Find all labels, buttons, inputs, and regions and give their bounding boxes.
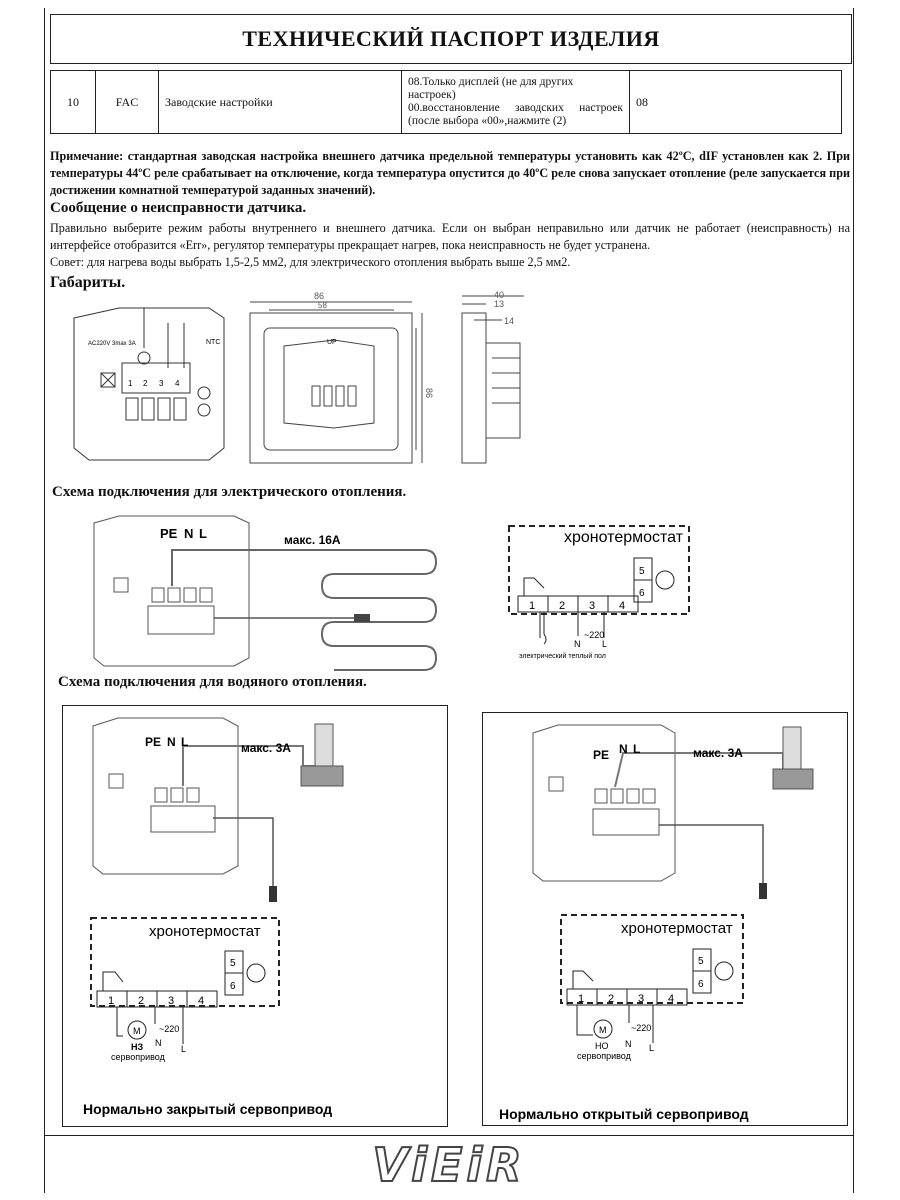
chrono-title-electric: хронотермостат <box>564 529 684 546</box>
no-term-4: 4 <box>668 993 675 1005</box>
dimensions-drawing <box>44 288 854 478</box>
row-name: Заводские настройки <box>159 71 402 134</box>
back-view <box>74 308 224 460</box>
document-page <box>44 8 854 1193</box>
no-sensor-probe <box>759 883 767 899</box>
nc-motor-label: M <box>133 1026 141 1036</box>
terminal-4-label: 4 <box>175 379 180 388</box>
nc-type-label: НЗ <box>131 1042 144 1052</box>
no-caption: Нормально открытый сервопривод <box>499 1106 749 1122</box>
no-side-5: 5 <box>698 956 704 967</box>
brand-footer <box>44 1135 854 1194</box>
no-max-label: макс. 3A <box>693 746 743 760</box>
nc-sensor-probe <box>269 886 277 902</box>
nc-l-label: L <box>181 735 189 749</box>
thermostat-back-nc <box>93 718 343 886</box>
nc-term-3: 3 <box>168 995 175 1007</box>
dimensions-heading: Габариты. <box>50 274 126 291</box>
height-dim: 86 <box>424 388 434 399</box>
sensor-probe <box>354 614 370 622</box>
row-desc-line-2: 00.восстановление заводских настроек (после выбора «00»,нажмите (2) <box>408 102 623 127</box>
l2-label: L <box>602 639 608 649</box>
no-servo-panel <box>482 712 848 1126</box>
chrono-term-1: 1 <box>529 600 536 612</box>
no-chrono-title: хронотермостат <box>621 920 733 937</box>
brand-logo: ViEiR <box>372 1138 526 1192</box>
no-pe-label: PE <box>593 748 610 762</box>
up-label: UP <box>327 339 337 346</box>
nc-n2: N <box>155 1038 162 1048</box>
max-load-label: макс. 16A <box>284 533 341 547</box>
terminal-2-label: 2 <box>143 379 148 388</box>
voltage-label: AC220V 3max 3A <box>88 341 136 347</box>
pe-label: PE <box>160 526 178 541</box>
no-l-label: L <box>633 742 641 756</box>
no-type-label: НО <box>595 1041 609 1051</box>
nc-term-2: 2 <box>138 995 145 1007</box>
sensor-error-text: Правильно выберите режим работы внутреннего и внешнего датчика. Если он выбран неправильно или датчик не работает (неисправность) на интерфейсе отобразится «Err», регулятор температуры прекращает нагрев, пока неисправность не будет устранена. <box>50 221 850 252</box>
thermostat-back-no <box>533 725 813 883</box>
n2-label: N <box>574 639 581 649</box>
no-term-1: 1 <box>578 993 585 1005</box>
nc-pe-label: PE <box>145 735 162 749</box>
v220-label: ~220 <box>584 630 605 640</box>
no-servo-label: сервопривод <box>577 1051 631 1061</box>
row-default: 08 <box>630 71 842 134</box>
nc-side-5: 5 <box>230 958 236 969</box>
nc-servo-diagram <box>63 706 447 1126</box>
nc-l2: L <box>181 1044 187 1054</box>
depth-total-dim: 40 <box>494 290 505 300</box>
nc-caption: Нормально закрытый сервопривод <box>83 1101 333 1117</box>
sensor-error-tip: Совет: для нагрева воды выбрать 1,5-2,5 мм2, для электрического отопления выбрать выше 2,5 мм2. <box>50 255 571 269</box>
electric-scheme-diagram <box>44 508 854 683</box>
row-code: FAC <box>96 71 159 134</box>
chrono-term-4: 4 <box>619 600 626 612</box>
no-servo-diagram <box>483 713 847 1125</box>
note-text: Примечание: стандартная заводская настройка внешнего датчика предельной температуры установить как 42ºC, dIF установлен как 2. При температуры 44ºC реле срабатывает на отключение, когда температура опустится до 40ºC реле снова запускает отопление (реле запускается при достижении комнатной температурой заданных значений). <box>50 149 850 197</box>
nc-term-4: 4 <box>198 995 205 1007</box>
electric-scheme-caption: Схема подключения для электрического отопления. <box>52 484 407 500</box>
chrono-term-3: 3 <box>589 600 596 612</box>
row-number: 10 <box>51 71 96 134</box>
depth-a-dim: 13 <box>494 299 505 309</box>
ntc-label: NTC <box>206 339 221 346</box>
no-side-6: 6 <box>698 979 704 990</box>
no-n2: N <box>625 1039 632 1049</box>
heating-cable <box>172 550 436 670</box>
parameters-table <box>50 70 842 134</box>
chrono-term-2: 2 <box>559 600 566 612</box>
table-row <box>51 71 842 134</box>
no-term-3: 3 <box>638 993 645 1005</box>
inner-dim: 58 <box>318 301 327 310</box>
row-desc-line-1: 08.Только дисплей (не для других настроек) <box>408 76 574 101</box>
terminal-1-label: 1 <box>128 379 133 388</box>
n-label: N <box>184 526 194 541</box>
nc-term-1: 1 <box>108 995 115 1007</box>
no-l2: L <box>649 1043 655 1053</box>
side-view <box>462 296 524 463</box>
l-label: L <box>199 526 207 541</box>
nc-v220: ~220 <box>159 1024 180 1034</box>
nc-max-label: макс. 3A <box>241 741 291 755</box>
sensor-error-heading: Сообщение о неисправности датчика. <box>50 200 307 216</box>
no-n-label: N <box>619 742 628 756</box>
width-dim: 86 <box>314 291 325 301</box>
depth-b-dim: 14 <box>504 316 515 326</box>
chrono-side-6: 6 <box>639 588 645 599</box>
nc-side-6: 6 <box>230 981 236 992</box>
water-scheme-caption: Схема подключения для водяного отопления. <box>58 674 367 690</box>
nc-n-label: N <box>167 735 176 749</box>
nc-servo-label: сервопривод <box>111 1052 165 1062</box>
no-motor-label: M <box>599 1025 607 1035</box>
no-v220: ~220 <box>631 1023 652 1033</box>
chrono-side-5: 5 <box>639 566 645 577</box>
no-term-2: 2 <box>608 993 615 1005</box>
front-view <box>250 302 422 463</box>
row-description <box>402 71 630 134</box>
terminal-3-label: 3 <box>159 379 164 388</box>
nc-chrono-title: хронотермостат <box>149 923 261 940</box>
page-title: ТЕХНИЧЕСКИЙ ПАСПОРТ ИЗДЕЛИЯ <box>50 14 852 64</box>
floor-label: электрический теплый пол <box>519 653 606 660</box>
nc-servo-panel <box>62 705 448 1127</box>
